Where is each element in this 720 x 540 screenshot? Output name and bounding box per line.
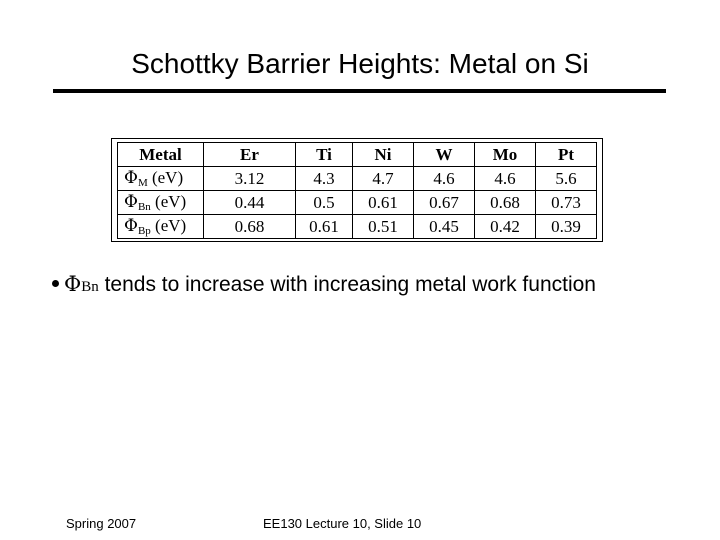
bullet-phi-symbol: Φ	[64, 272, 82, 296]
table-cell: 0.42	[475, 215, 536, 239]
table-cell: 5.6	[536, 167, 597, 191]
footer-slide-info: EE130 Lecture 10, Slide 10	[263, 516, 422, 531]
table-cell: 0.61	[296, 215, 353, 239]
table-cell: 4.6	[475, 167, 536, 191]
table-row-phi-bn	[118, 191, 597, 215]
header-metal: Metal	[118, 143, 204, 167]
row-subscript: Bn	[137, 201, 151, 213]
table-header-row	[118, 143, 597, 167]
header-ti: Ti	[296, 143, 353, 167]
table-cell: 4.6	[414, 167, 475, 191]
row-label-phi-m	[118, 167, 204, 191]
row-unit: (eV)	[147, 168, 184, 187]
header-er: Er	[204, 143, 296, 167]
footer-date: Spring 2007	[66, 516, 137, 531]
slide-title: Schottky Barrier Heights: Metal on Si	[131, 48, 589, 79]
table-cell: 0.45	[414, 215, 475, 239]
barrier-height-table	[117, 142, 597, 239]
table-cell: 4.3	[296, 167, 353, 191]
row-unit: (eV)	[150, 216, 187, 235]
row-unit: (eV)	[150, 192, 187, 211]
table-cell: 3.12	[204, 167, 296, 191]
table-cell: 0.61	[353, 191, 414, 215]
table-cell: 0.73	[536, 191, 597, 215]
bullet-dot-icon	[52, 280, 59, 287]
barrier-height-table-frame	[111, 138, 603, 242]
table-row-phi-bp	[118, 215, 597, 239]
bullet-text: tends to increase with increasing metal work function	[98, 273, 596, 296]
bullet-point	[52, 270, 596, 301]
phi-symbol: Φ	[124, 168, 138, 188]
table-cell: 0.67	[414, 191, 475, 215]
table-cell: 4.7	[353, 167, 414, 191]
bullet-subscript: Bn	[81, 279, 99, 295]
table-row-phi-m	[118, 167, 597, 191]
row-label-phi-bn	[118, 191, 204, 215]
header-ni: Ni	[353, 143, 414, 167]
table-cell: 0.68	[204, 215, 296, 239]
phi-symbol: Φ	[124, 192, 138, 212]
table-cell: 0.68	[475, 191, 536, 215]
table-cell: 0.5	[296, 191, 353, 215]
row-label-phi-bp	[118, 215, 204, 239]
table-cell: 0.51	[353, 215, 414, 239]
header-pt: Pt	[536, 143, 597, 167]
table-cell: 0.44	[204, 191, 296, 215]
row-subscript: Bp	[137, 225, 151, 237]
header-mo: Mo	[475, 143, 536, 167]
row-subscript: M	[137, 177, 148, 189]
phi-symbol: Φ	[124, 216, 138, 236]
table-cell: 0.39	[536, 215, 597, 239]
header-w: W	[414, 143, 475, 167]
title-underline	[53, 89, 666, 93]
